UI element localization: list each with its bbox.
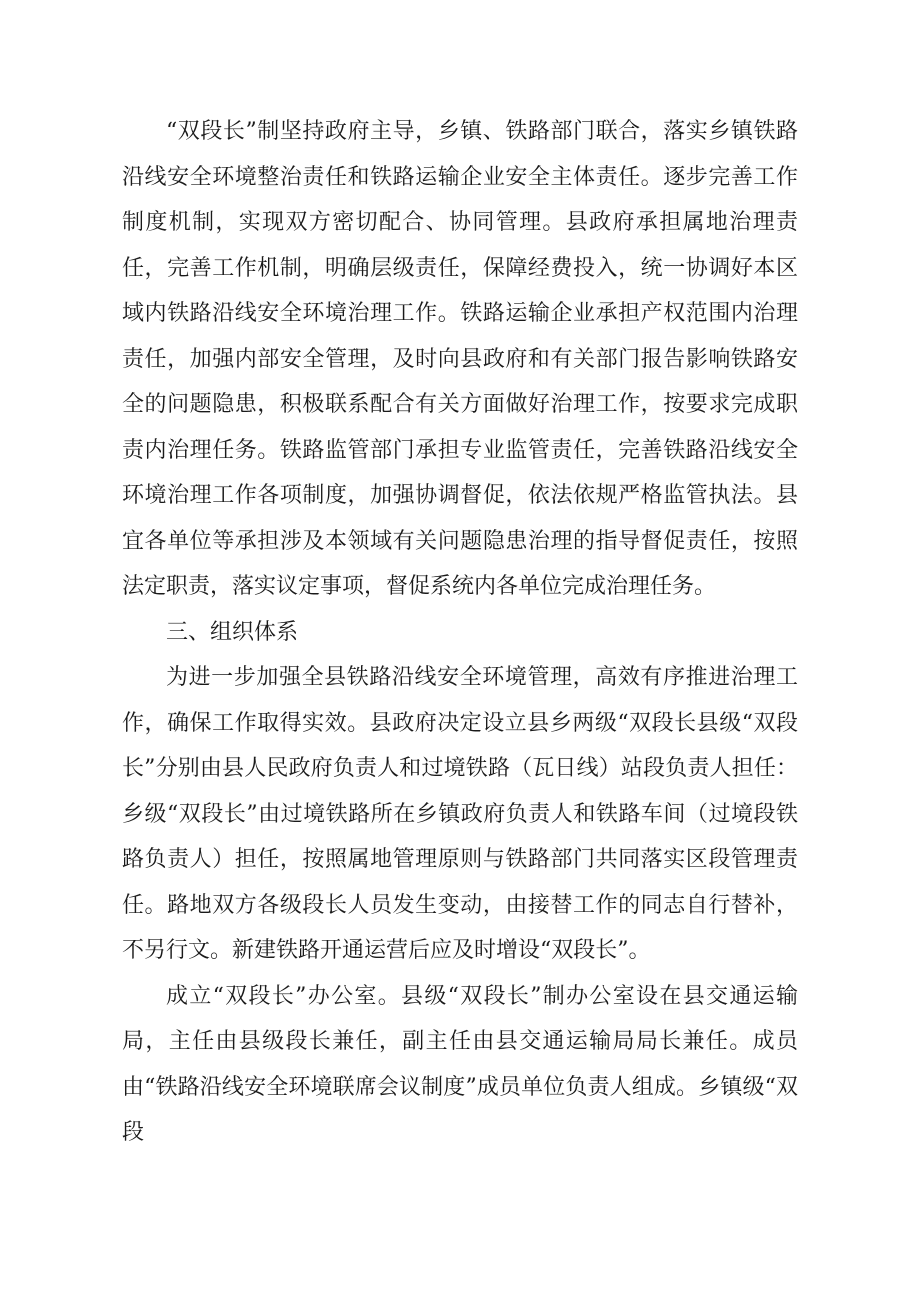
document-body	[122, 109, 798, 1156]
section-heading-organization: 三、组织体系	[166, 619, 299, 645]
paragraph-organization: 为进一步加强全县铁路沿线安全环境管理，高效有序推进治理工作，确保工作取得实效。县政府决定设立县乡两级“双段长县级“双段长”分别由县人民政府负责人和过境铁路（瓦日线）站段负责人担任：乡级“双段长”由过境铁路所在乡镇政府负责人和铁路车间（过境段铁路负责人）担任，按照属地管理原则与铁路部门共同落实区段管理责任。路地双方各级段长人员发生变动，由接替工作的同志自行替补，不另行文。新建铁路开通运营后应及时增设“双段长”。	[122, 665, 798, 963]
paragraph-responsibilities: “双段长”制坚持政府主导，乡镇、铁路部门联合，落实乡镇铁路沿线安全环境整治责任和铁路运输企业安全主体责任。逐步完善工作制度机制，实现双方密切配合、协同管理。县政府承担属地治理责任，完善工作机制，明确层级责任，保障经费投入，统一协调好本区域内铁路沿线安全环境治理工作。铁路运输企业承担产权范围内治理责任，加强内部安全管理，及时向县政府和有关部门报告影响铁路安全的问题隐患，积极联系配合有关方面做好治理工作，按要求完成职责内治理任务。铁路监管部门承担专业监管责任，完善铁路沿线安全环境治理工作各项制度，加强协调督促，依法依规严格监管执法。县宜各单位等承担涉及本领域有关问题隐患治理的指导督促责任，按照法定职责，落实议定事项，督促系统内各单位完成治理任务。	[122, 119, 798, 599]
paragraph-office: 成立“双段长”办公室。县级“双段长”制办公室设在县交通运输局，主任由县级段长兼任，副主任由县交通运输局局长兼任。成员由“铁路沿线安全环境联席会议制度”成员单位负责人组成。乡镇级“双段	[122, 983, 798, 1145]
